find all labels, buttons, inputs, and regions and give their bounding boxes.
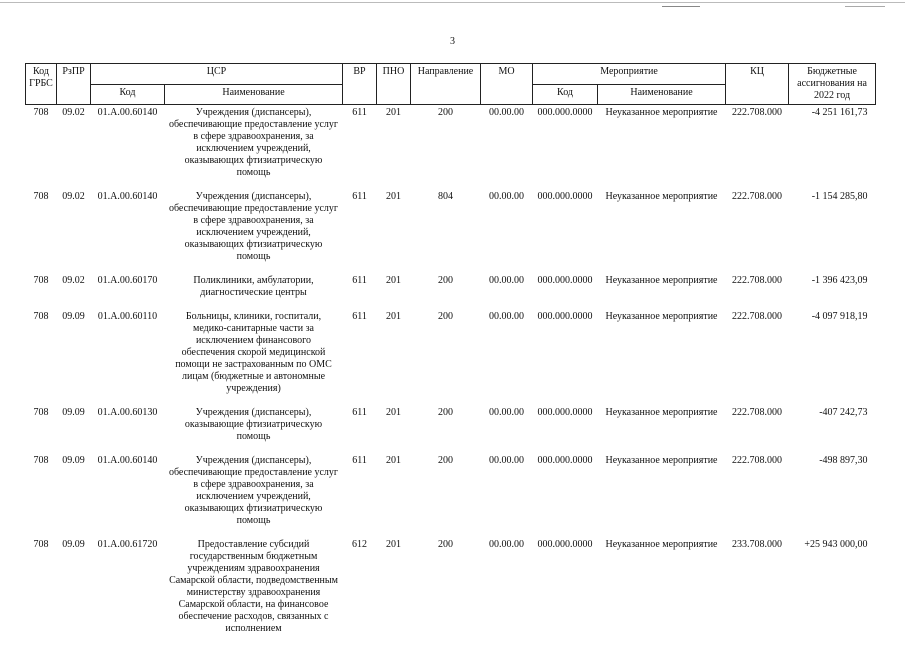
header-merop-name: Наименование — [598, 84, 726, 105]
cell-mo: 00.00.00 — [481, 455, 533, 539]
cell-merop-name: Неуказанное мероприятие — [598, 407, 726, 455]
cell-amount: -1 396 423,09 — [789, 275, 876, 311]
cell-vr: 611 — [343, 311, 377, 407]
cell-rzpr: 09.09 — [57, 311, 91, 407]
cell-mo: 00.00.00 — [481, 105, 533, 192]
cell-name: Предоставление субсидий государственным бюджетным учреждениям здравоохранения Самарской области, подведомственным министерству здравоохранения Самарской области, на финансовое обеспечение расходов, связанных с исполнением — [165, 539, 343, 647]
cell-kc: 233.708.000 — [726, 539, 789, 647]
header-napravlenie: Направление — [411, 64, 481, 105]
table-row — [26, 311, 876, 407]
cell-napr: 200 — [411, 105, 481, 192]
cell-vr: 611 — [343, 407, 377, 455]
cell-merop-name: Неуказанное мероприятие — [598, 105, 726, 192]
cell-kc: 222.708.000 — [726, 191, 789, 275]
header-csr: ЦСР — [91, 64, 343, 85]
table-header — [26, 64, 876, 105]
table-body — [26, 105, 876, 647]
cell-csr: 01.А.00.60110 — [91, 311, 165, 407]
scan-edge-line — [0, 2, 905, 3]
cell-pno: 201 — [377, 191, 411, 275]
cell-vr: 611 — [343, 191, 377, 275]
cell-mo: 00.00.00 — [481, 539, 533, 647]
cell-vr: 612 — [343, 539, 377, 647]
cell-name: Учреждения (диспансеры), обеспечивающие предоставление услуг в сфере здравоохранения, за исключением учреждений, оказывающих фтизиатрическую помощь — [165, 455, 343, 539]
cell-amount: -1 154 285,80 — [789, 191, 876, 275]
cell-rzpr: 09.09 — [57, 455, 91, 539]
cell-grbs: 708 — [26, 191, 57, 275]
cell-vr: 611 — [343, 455, 377, 539]
cell-merop-kod: 000.000.0000 — [533, 539, 598, 647]
cell-vr: 611 — [343, 275, 377, 311]
cell-name: Учреждения (диспансеры), оказывающие фтизиатрическую помощь — [165, 407, 343, 455]
cell-pno: 201 — [377, 407, 411, 455]
cell-rzpr: 09.09 — [57, 407, 91, 455]
cell-grbs: 708 — [26, 105, 57, 192]
cell-grbs: 708 — [26, 407, 57, 455]
cell-csr: 01.А.00.60170 — [91, 275, 165, 311]
cell-pno: 201 — [377, 105, 411, 192]
header-meropriyatie: Мероприятие — [533, 64, 726, 85]
cell-merop-name: Неуказанное мероприятие — [598, 539, 726, 647]
cell-napr: 200 — [411, 311, 481, 407]
cell-name: Больницы, клиники, госпитали, медико-санитарные части за исключением финансового обеспечения скорой медицинской помощи не застрахованным по ОМС лицам (бюджетные и автономные учреждения) — [165, 311, 343, 407]
cell-mo: 00.00.00 — [481, 191, 533, 275]
header-rzpr: РзПР — [57, 64, 91, 105]
page-number: 3 — [0, 36, 905, 47]
cell-name: Учреждения (диспансеры), обеспечивающие предоставление услуг в сфере здравоохранения, за исключением учреждений, оказывающих фтизиатрическую помощь — [165, 191, 343, 275]
cell-napr: 200 — [411, 407, 481, 455]
cell-csr: 01.А.00.60140 — [91, 191, 165, 275]
cell-napr: 804 — [411, 191, 481, 275]
cell-merop-kod: 000.000.0000 — [533, 191, 598, 275]
cell-kc: 222.708.000 — [726, 275, 789, 311]
cell-csr: 01.А.00.61720 — [91, 539, 165, 647]
cell-rzpr: 09.09 — [57, 539, 91, 647]
header-mo: МО — [481, 64, 533, 105]
header-budget: Бюджетные ассигнования на 2022 год — [789, 64, 876, 105]
cell-grbs: 708 — [26, 275, 57, 311]
table-row — [26, 105, 876, 192]
cell-rzpr: 09.02 — [57, 191, 91, 275]
cell-kc: 222.708.000 — [726, 407, 789, 455]
cell-mo: 00.00.00 — [481, 407, 533, 455]
table-row — [26, 275, 876, 311]
cell-grbs: 708 — [26, 455, 57, 539]
cell-grbs: 708 — [26, 311, 57, 407]
cell-merop-name: Неуказанное мероприятие — [598, 311, 726, 407]
cell-amount: -4 251 161,73 — [789, 105, 876, 192]
header-kc: КЦ — [726, 64, 789, 105]
cell-kc: 222.708.000 — [726, 455, 789, 539]
header-vr: ВР — [343, 64, 377, 105]
cell-merop-name: Неуказанное мероприятие — [598, 275, 726, 311]
cell-name: Поликлиники, амбулатории, диагностические центры — [165, 275, 343, 311]
cell-merop-kod: 000.000.0000 — [533, 275, 598, 311]
cell-merop-name: Неуказанное мероприятие — [598, 455, 726, 539]
cell-pno: 201 — [377, 539, 411, 647]
cell-name: Учреждения (диспансеры), обеспечивающие предоставление услуг в сфере здравоохранения, за исключением учреждений, оказывающих фтизиатрическую помощь — [165, 105, 343, 192]
header-kod-grbs: Код ГРБС — [26, 64, 57, 105]
cell-amount: -4 097 918,19 — [789, 311, 876, 407]
table-row — [26, 191, 876, 275]
cell-csr: 01.А.00.60130 — [91, 407, 165, 455]
table-row — [26, 455, 876, 539]
cell-napr: 200 — [411, 539, 481, 647]
cell-rzpr: 09.02 — [57, 105, 91, 192]
cell-amount: -498 897,30 — [789, 455, 876, 539]
cell-csr: 01.А.00.60140 — [91, 105, 165, 192]
cell-kc: 222.708.000 — [726, 105, 789, 192]
cell-merop-kod: 000.000.0000 — [533, 105, 598, 192]
table-row — [26, 407, 876, 455]
cell-napr: 200 — [411, 275, 481, 311]
cell-vr: 611 — [343, 105, 377, 192]
cell-grbs: 708 — [26, 539, 57, 647]
cell-merop-kod: 000.000.0000 — [533, 455, 598, 539]
cell-csr: 01.А.00.60140 — [91, 455, 165, 539]
cell-pno: 201 — [377, 311, 411, 407]
cell-napr: 200 — [411, 455, 481, 539]
scan-mark — [662, 6, 700, 7]
cell-merop-kod: 000.000.0000 — [533, 311, 598, 407]
header-csr-kod: Код — [91, 84, 165, 105]
cell-mo: 00.00.00 — [481, 311, 533, 407]
cell-rzpr: 09.02 — [57, 275, 91, 311]
cell-merop-name: Неуказанное мероприятие — [598, 191, 726, 275]
header-merop-kod: Код — [533, 84, 598, 105]
header-pno: ПНО — [377, 64, 411, 105]
header-csr-name: Наименование — [165, 84, 343, 105]
table-row — [26, 539, 876, 647]
scan-mark — [845, 6, 885, 7]
cell-amount: +25 943 000,00 — [789, 539, 876, 647]
cell-mo: 00.00.00 — [481, 275, 533, 311]
cell-amount: -407 242,73 — [789, 407, 876, 455]
cell-pno: 201 — [377, 275, 411, 311]
cell-kc: 222.708.000 — [726, 311, 789, 407]
budget-table — [25, 63, 876, 647]
cell-merop-kod: 000.000.0000 — [533, 407, 598, 455]
cell-pno: 201 — [377, 455, 411, 539]
